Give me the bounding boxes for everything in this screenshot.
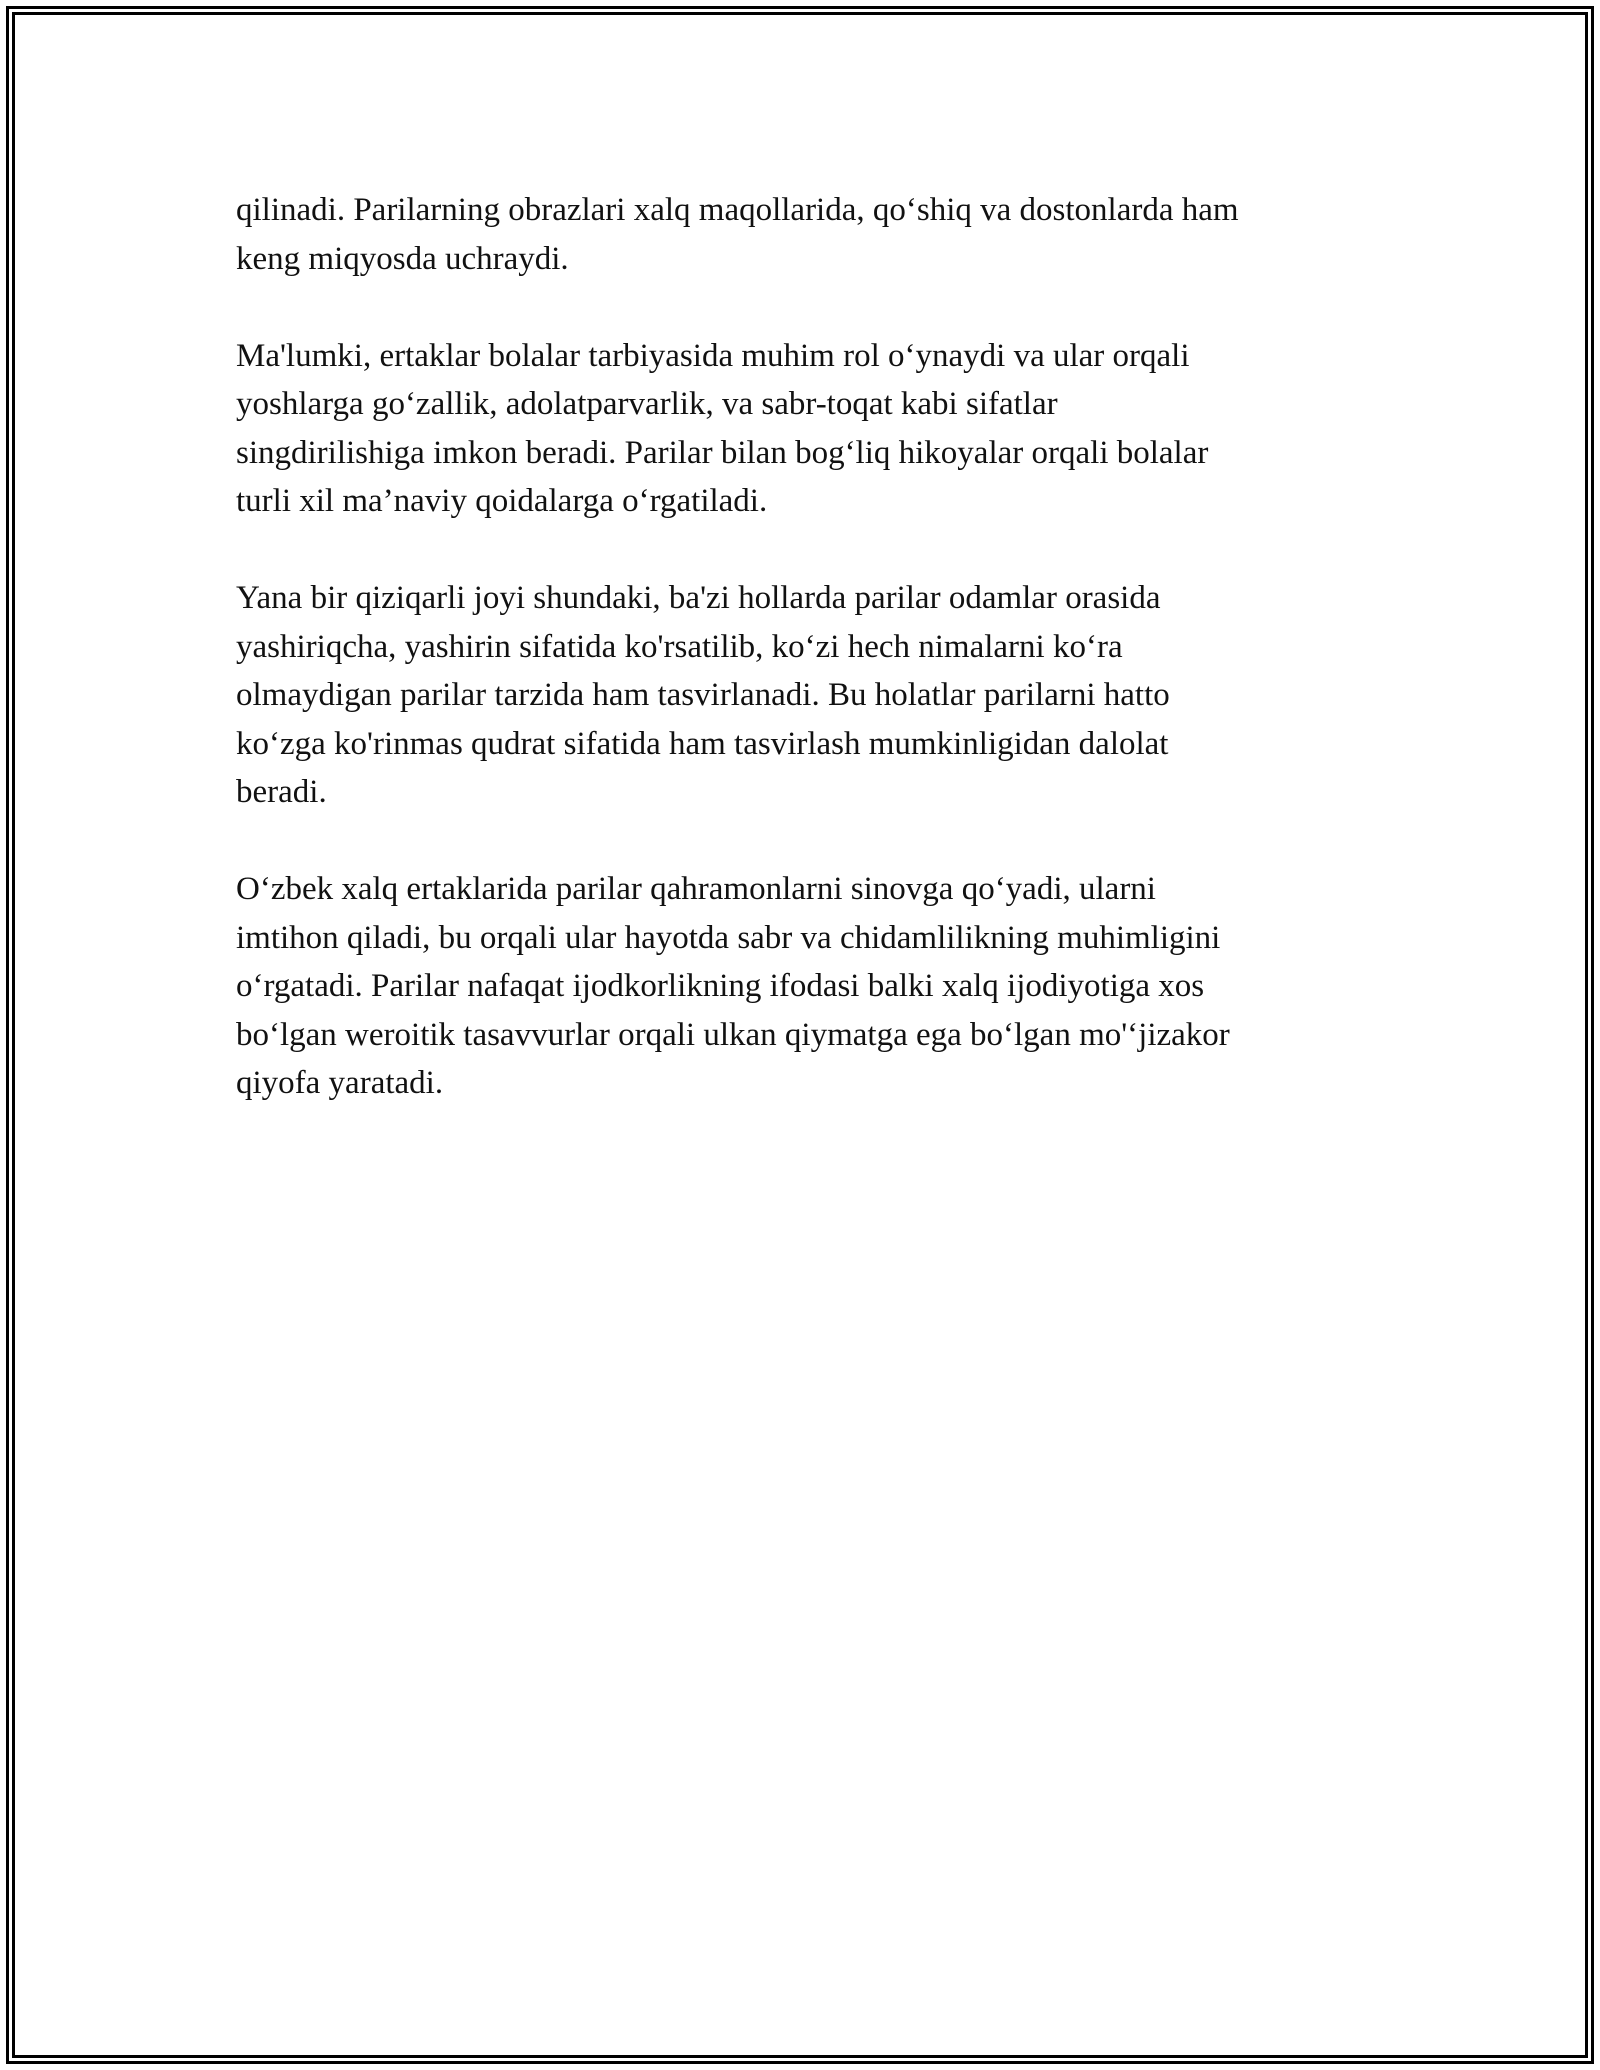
text-line: Ma'lumki, ertaklar bolalar tarbiyasida muhim rol o‘ynaydi va ular orqali bbox=[236, 337, 1190, 374]
text-line: imtihon qiladi, bu orqali ular hayotda sabr va chidamlilikning muhimligini bbox=[236, 919, 1221, 956]
paragraph-1 bbox=[236, 186, 1361, 283]
text-line: qilinadi. Parilarning obrazlari xalq maqollarida, qo‘shiq va dostonlarda ham bbox=[236, 192, 1239, 228]
text-line: o‘rgatadi. Parilar nafaqat ijodkorlikning ifodasi balki xalq ijodiyotiga xos bbox=[236, 968, 1205, 1004]
text-line: bo‘lgan weroitik tasavvurlar orqali ulkan qiymatga ega bo‘lgan mo'‘jizakor bbox=[236, 1016, 1230, 1053]
text-line: olmaydigan parilar tarzida ham tasvirlanadi. Bu holatlar parilarni hatto bbox=[236, 677, 1170, 713]
text-line: O‘zbek xalq ertaklarida parilar qahramonlarni sinovga qo‘yadi, ularni bbox=[236, 871, 1156, 907]
text-line: singdirilishiga imkon beradi. Parilar bilan bog‘liq hikoyalar orqali bolalar bbox=[236, 434, 1209, 471]
paragraph-2 bbox=[236, 332, 1361, 526]
document-body bbox=[236, 186, 1361, 1156]
text-line: ko‘zga ko'rinmas qudrat sifatida ham tasvirlash mumkinligidan dalolat bbox=[236, 725, 1169, 762]
paragraph-3 bbox=[236, 574, 1361, 817]
text-line: qiyofa yaratadi. bbox=[236, 1065, 444, 1101]
text-line: Yana bir qiziqarli joyi shundaki, ba'zi hollarda parilar odamlar orasida bbox=[236, 580, 1161, 616]
text-line: yoshlarga go‘zallik, adolatparvarlik, va sabr-toqat kabi sifatlar bbox=[236, 386, 1058, 422]
text-line: keng miqyosda uchraydi. bbox=[236, 240, 569, 277]
text-line: yashiriqcha, yashirin sifatida ko'rsatilib, ko‘zi hech nimalarni ko‘ra bbox=[236, 628, 1123, 665]
paragraph-4 bbox=[236, 865, 1361, 1108]
text-line: turli xil ma’naviy qoidalarga o‘rgatiladi. bbox=[236, 483, 768, 519]
text-line: beradi. bbox=[236, 774, 327, 810]
